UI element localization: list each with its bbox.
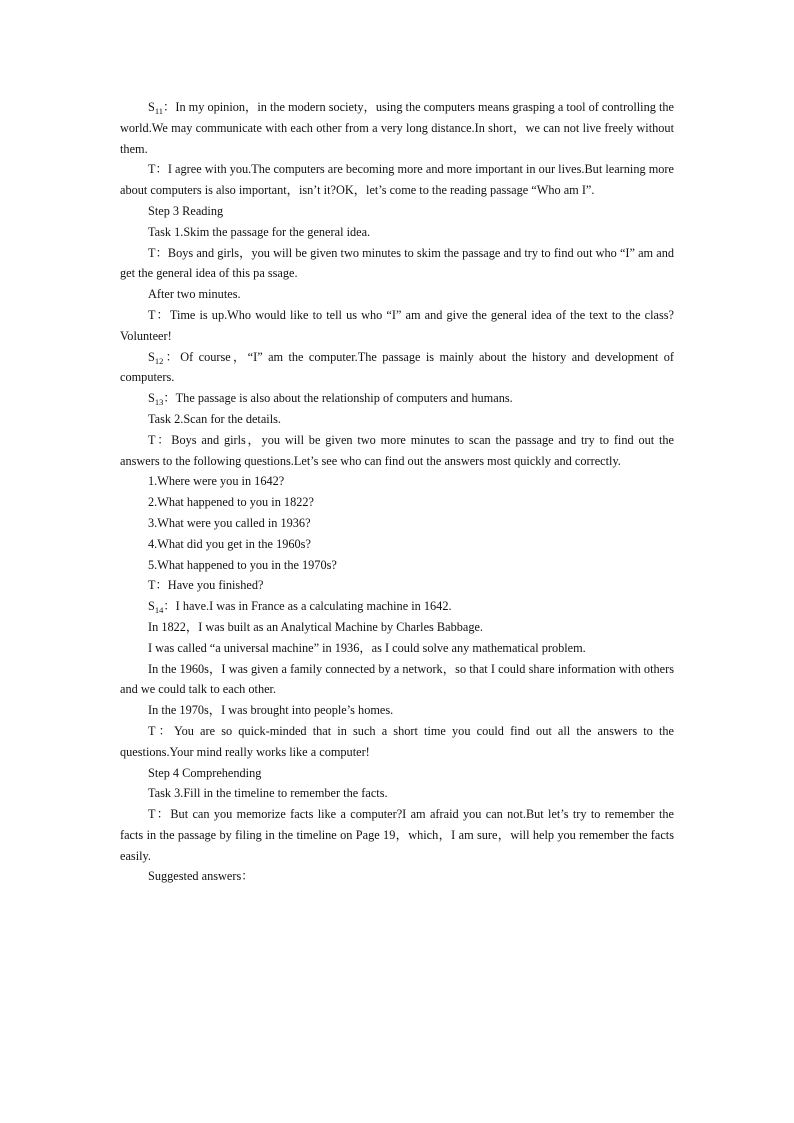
paragraph-text: T：You are so quick-minded that in such a short time you could find out all the answers to the questions.Your mind really works like a computer! bbox=[120, 723, 674, 759]
speaker-separator: ： bbox=[163, 599, 176, 614]
paragraph bbox=[120, 783, 674, 804]
paragraph-text: 3.What were you called in 1936? bbox=[148, 515, 311, 530]
speaker-separator: ： bbox=[163, 391, 176, 406]
paragraph-text: 4.What did you get in the 1960s? bbox=[148, 536, 311, 551]
speaker-line bbox=[120, 347, 674, 389]
paragraph-text: In 1822，I was built as an Analytical Machine by Charles Babbage. bbox=[148, 619, 484, 634]
paragraph-text: 2.What happened to you in 1822? bbox=[148, 495, 314, 510]
paragraph bbox=[120, 471, 674, 492]
paragraph-text: I have.I was in France as a calculating machine in 1642. bbox=[175, 599, 452, 614]
paragraph-text: In my opinion，in the modern society，using the computers means grasping a tool of controlling the world.We may communicate with each other from a very long distance.In short，we can not live freely without them. bbox=[120, 100, 674, 156]
paragraph bbox=[120, 305, 674, 347]
paragraph-text: T：Time is up.Who would like to tell us who “I” am and give the general idea of the text to the class?Volunteer! bbox=[120, 307, 674, 343]
paragraph-text: Task 3.Fill in the timeline to remember the facts. bbox=[148, 786, 388, 801]
speaker-number: 13 bbox=[154, 397, 164, 408]
paragraph-text: T：I agree with you.The computers are becoming more and more important in our lives.But learning more about computers is also important，isn’t it?OK，let’s come to the reading passage “Who am I”. bbox=[120, 162, 674, 198]
paragraph bbox=[120, 638, 674, 659]
paragraph bbox=[120, 159, 674, 201]
paragraph-text: In the 1970s，I was brought into people’s homes. bbox=[148, 703, 394, 718]
paragraph bbox=[120, 721, 674, 763]
paragraph-text: In the 1960s，I was given a family connected by a network，so that I could share information with others and we could talk to each other. bbox=[120, 661, 674, 697]
paragraph bbox=[120, 513, 674, 534]
paragraph-text: T：Boys and girls，you will be given two more minutes to scan the passage and try to find out the answers to the following questions.Let’s see who can find out the answers most quickly and correctly. bbox=[120, 432, 674, 468]
paragraph-text: Step 3 Reading bbox=[148, 203, 224, 218]
paragraph bbox=[120, 659, 674, 701]
speaker-label: S bbox=[148, 100, 155, 114]
paragraph bbox=[120, 804, 674, 866]
paragraph bbox=[120, 409, 674, 430]
paragraph-text: 1.Where were you in 1642? bbox=[148, 474, 285, 489]
paragraph bbox=[120, 492, 674, 513]
paragraph-text: Step 4 Comprehending bbox=[148, 765, 262, 780]
speaker-separator: ： bbox=[163, 349, 181, 364]
paragraph-text: 5.What happened to you in the 1970s? bbox=[148, 557, 337, 572]
paragraph-text: Suggested answers： bbox=[148, 869, 254, 884]
paragraph-text: T：But can you memorize facts like a computer?I am afraid you can not.But let’s try to remember the facts in the passage by filing in the timeline on Page 19，which，I am sure，will help you remember the facts easily. bbox=[120, 807, 674, 863]
speaker-number: 11 bbox=[154, 106, 164, 116]
paragraph-text: Task 1.Skim the passage for the general idea. bbox=[148, 224, 371, 239]
paragraph bbox=[120, 201, 674, 222]
paragraph bbox=[120, 763, 674, 784]
paragraph bbox=[120, 284, 674, 305]
speaker-line bbox=[120, 388, 674, 409]
speaker-label: S bbox=[148, 599, 155, 614]
speaker-line bbox=[120, 596, 674, 617]
paragraph-text: Of course，“I” am the computer.The passage is mainly about the history and development of computers. bbox=[120, 349, 674, 385]
speaker-number: 12 bbox=[154, 355, 164, 366]
paragraph bbox=[120, 555, 674, 576]
paragraph bbox=[120, 430, 674, 472]
paragraph-text: After two minutes. bbox=[148, 287, 241, 302]
paragraph bbox=[120, 700, 674, 721]
speaker-number: 14 bbox=[154, 605, 164, 616]
paragraph-text: T：Boys and girls，you will be given two minutes to skim the passage and try to find out who “I” am and get the general idea of this pa ssage. bbox=[120, 245, 674, 281]
paragraph bbox=[120, 617, 674, 638]
paragraph bbox=[120, 243, 674, 285]
speaker-line bbox=[120, 97, 674, 159]
paragraph-text: T：Have you finished? bbox=[148, 578, 264, 593]
paragraph-text: Task 2.Scan for the details. bbox=[148, 411, 282, 426]
document-body bbox=[120, 97, 674, 887]
paragraph bbox=[120, 534, 674, 555]
paragraph bbox=[120, 575, 674, 596]
paragraph-text: I was called “a universal machine” in 1936，as I could solve any mathematical problem. bbox=[148, 640, 586, 655]
speaker-label: S bbox=[148, 391, 155, 406]
speaker-separator: ： bbox=[163, 100, 176, 114]
speaker-label: S bbox=[148, 349, 155, 364]
paragraph bbox=[120, 222, 674, 243]
paragraph-text: The passage is also about the relationship of computers and humans. bbox=[175, 391, 513, 406]
paragraph bbox=[120, 866, 674, 887]
